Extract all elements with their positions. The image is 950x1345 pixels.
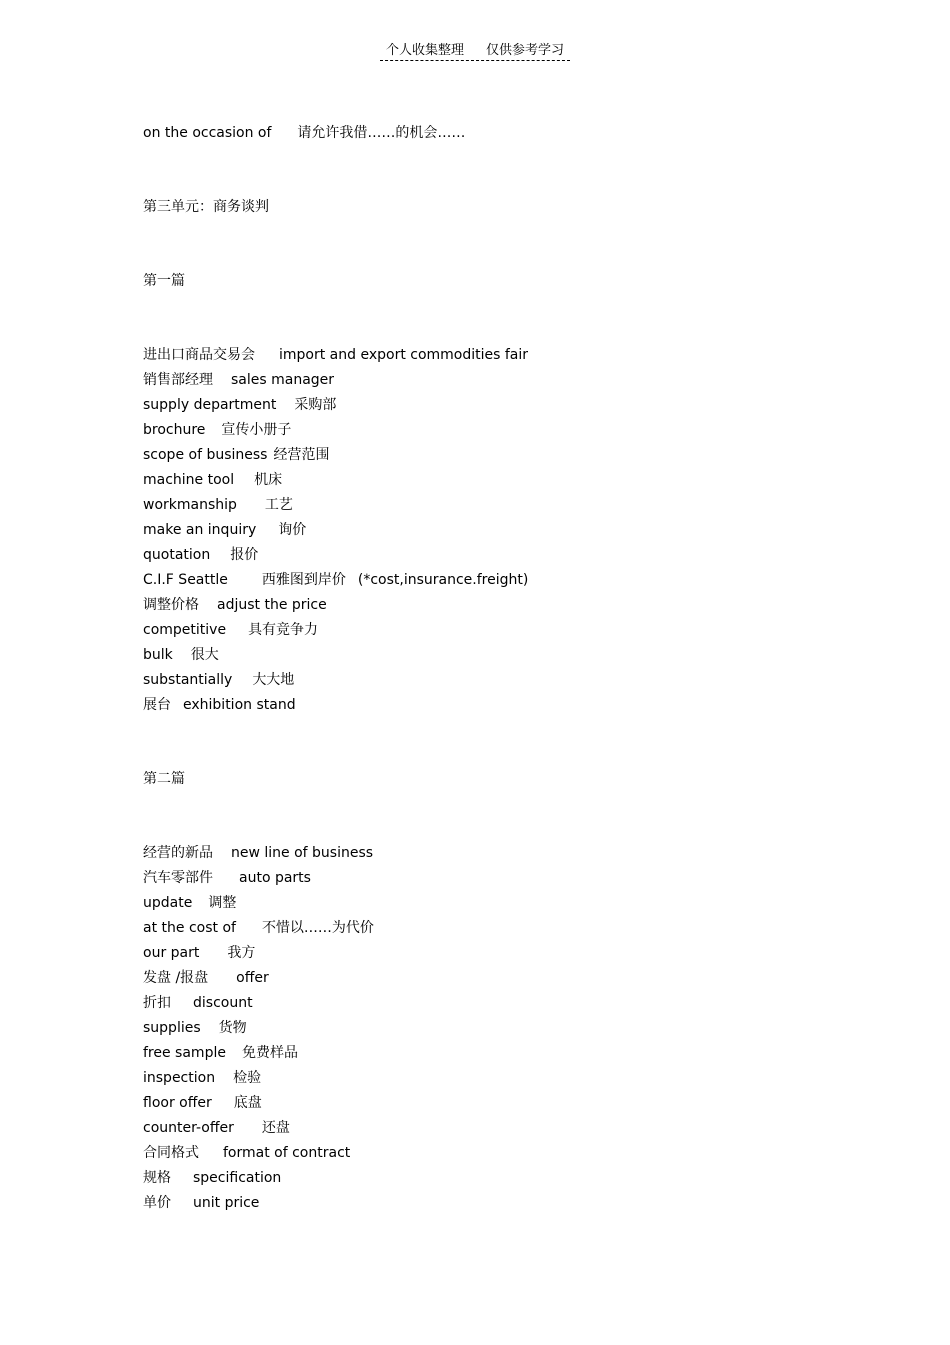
term-a: supply department (143, 397, 277, 413)
list-item (143, 493, 843, 518)
page-header (0, 39, 950, 61)
list-item (143, 568, 843, 593)
term-b: format of contract (223, 1145, 351, 1161)
list-item (143, 891, 843, 916)
section1-title: 第一篇 (143, 273, 185, 289)
term-a: machine tool (143, 472, 235, 488)
term-b: 宣传小册子 (221, 422, 292, 438)
section1-list (143, 343, 843, 718)
term-a: scope of business (143, 447, 268, 463)
term-b: 很大 (190, 647, 219, 663)
term-b: 经营范围 (273, 447, 330, 463)
term-a: make an inquiry (143, 522, 257, 538)
term-a: floor offer (143, 1095, 212, 1111)
list-item (143, 966, 843, 991)
intro-entry (143, 121, 843, 146)
intro-meaning: 请允许我借……的机会…… (297, 125, 466, 141)
term-b: adjust the price (217, 597, 327, 613)
term-a: 折扣 (143, 995, 171, 1011)
term-a: 单价 (143, 1195, 171, 1211)
list-item (143, 393, 843, 418)
term-b: import and export commodities fair (279, 347, 529, 363)
list-item (143, 618, 843, 643)
term-b: 不惜以……为代价 (261, 920, 374, 936)
list-item (143, 643, 843, 668)
term-a: our part (143, 945, 200, 961)
term-a: 销售部经理 (143, 372, 213, 388)
list-item (143, 991, 843, 1016)
term-b: sales manager (231, 372, 335, 388)
term-b: 大大地 (252, 672, 295, 688)
section2-title: 第二篇 (143, 771, 185, 787)
header-left-text: 个人收集整理 (385, 43, 464, 58)
list-item (143, 1016, 843, 1041)
list-item (143, 593, 843, 618)
term-b: discount (193, 995, 253, 1011)
term-c: (*cost,insurance.freight) (357, 572, 529, 588)
list-item (143, 343, 843, 368)
term-b: 免费样品 (241, 1045, 298, 1061)
list-item (143, 1191, 843, 1216)
term-b: 还盘 (261, 1120, 290, 1136)
intro-term: on the occasion of (143, 125, 272, 141)
term-a: C.I.F Seattle (143, 572, 228, 588)
list-item (143, 468, 843, 493)
list-item (143, 1141, 843, 1166)
term-a: quotation (143, 547, 211, 563)
list-item (143, 443, 843, 468)
list-item (143, 1041, 843, 1066)
term-b: 货物 (218, 1020, 247, 1036)
term-b: 检验 (233, 1070, 262, 1086)
list-item (143, 941, 843, 966)
term-a: counter-offer (143, 1120, 234, 1136)
list-item (143, 543, 843, 568)
term-a: brochure (143, 422, 206, 438)
list-item (143, 418, 843, 443)
term-a: 规格 (143, 1170, 171, 1186)
term-a: at the cost of (143, 920, 236, 936)
term-a: 经营的新品 (143, 845, 213, 861)
list-item (143, 1066, 843, 1091)
header-right-text: 仅供参考学习 (486, 43, 565, 58)
term-a: competitive (143, 622, 227, 638)
term-b: 具有竞争力 (248, 622, 319, 638)
term-a: free sample (143, 1045, 226, 1061)
list-item (143, 693, 843, 718)
term-b: 调整 (208, 895, 237, 911)
term-b: new line of business (231, 845, 374, 861)
header-underline (380, 39, 570, 61)
list-item (143, 841, 843, 866)
term-b: 我方 (227, 945, 256, 961)
term-a: 调整价格 (143, 597, 199, 613)
term-b: 西雅图到岸价 (261, 572, 346, 588)
term-b: offer (236, 970, 269, 986)
list-item (143, 916, 843, 941)
term-a: 展台 (143, 697, 171, 713)
section2-list (143, 841, 843, 1216)
unit-title: 第三单元：商务谈判 (143, 199, 269, 215)
term-b: 底盘 (233, 1095, 262, 1111)
term-a: 合同格式 (143, 1145, 199, 1161)
term-b: exhibition stand (183, 697, 296, 713)
term-b: 报价 (230, 547, 259, 563)
list-item (143, 668, 843, 693)
list-item (143, 368, 843, 393)
list-item (143, 1116, 843, 1141)
term-a: update (143, 895, 193, 911)
term-b: 询价 (278, 522, 307, 538)
term-a: inspection (143, 1070, 216, 1086)
term-a: 汽车零部件 (143, 870, 213, 886)
term-a: workmanship (143, 497, 237, 513)
term-b: auto parts (239, 870, 311, 886)
term-a: substantially (143, 672, 233, 688)
list-item (143, 1091, 843, 1116)
term-b: unit price (193, 1195, 260, 1211)
term-b: 机床 (254, 472, 283, 488)
term-b: 工艺 (264, 497, 293, 513)
list-item (143, 866, 843, 891)
list-item (143, 1166, 843, 1191)
vocabulary-body (143, 121, 843, 1216)
term-a: supplies (143, 1020, 201, 1036)
term-a: 进出口商品交易会 (143, 347, 255, 363)
term-b: 采购部 (294, 397, 337, 413)
list-item (143, 518, 843, 543)
term-b: specification (193, 1170, 282, 1186)
term-a: 发盘 /报盘 (143, 970, 209, 986)
term-a: bulk (143, 647, 173, 663)
